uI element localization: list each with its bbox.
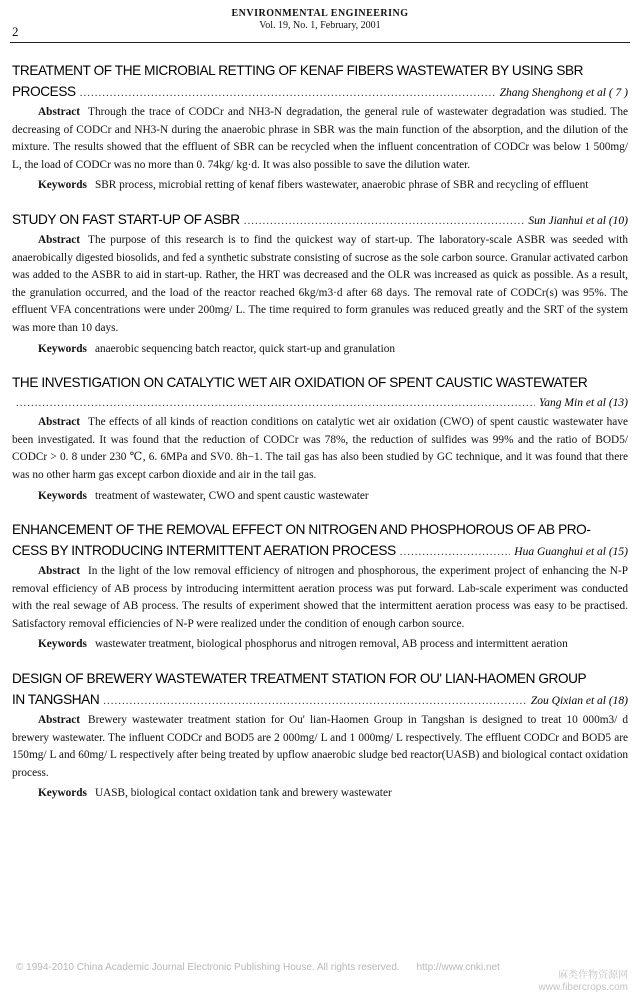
article-2 (12, 209, 628, 358)
article-author: Sun Jianhui et al (10) (528, 214, 628, 227)
abstract-label: Abstract (38, 106, 81, 118)
keywords-paragraph (12, 785, 628, 803)
abstract-paragraph (12, 712, 628, 782)
title-line: IN TANGSHAN (12, 692, 100, 708)
article-title (12, 519, 628, 563)
article-title (12, 209, 628, 232)
leader-dots (16, 393, 535, 414)
title-line: TREATMENT OF THE MICROBIAL RETTING OF KENAF FIBERS WASTEWATER BY USING SBR (12, 63, 584, 78)
page-number: 2 (12, 24, 19, 39)
journal-name: ENVIRONMENTAL ENGINEERING (231, 8, 409, 19)
article-3 (12, 372, 628, 505)
article-title (12, 372, 628, 414)
title-line: CESS BY INTRODUCING INTERMITTENT AERATION PROCESS (12, 543, 396, 559)
abstract-paragraph (12, 414, 628, 484)
title-line: DESIGN OF BREWERY WASTEWATER TREATMENT STATION FOR OU' LIAN-HAOMEN GROUP (12, 671, 587, 687)
article-author: Zhang Shenghong et al ( 7 ) (499, 87, 628, 99)
keywords-label: Keywords (38, 638, 87, 651)
abstract-text: The purpose of this research is to find the quickest way of start-up. The laboratory-scale ASBR was seeded with anaerobically digested biosolids, and fed a synthetic substrate consisting of sucrose as the sole carbon source. Granular activated carbon was added to the ASBR to aid in start-up. Rather, the HRT was decreased and the OLR was increased as quick as possible. As a result, the granulation occurred, and the load of the reactor reached 6kg/m3·d after 68 days. The removal rate of CODCr(s) was 95%. The effluent VFA concentrations were under 200mg/ L. The time required to form granules was reduced greatly and the SRT of the system was more than 10 days. (12, 233, 628, 334)
abstract-paragraph (12, 563, 628, 633)
keywords-label: Keywords (38, 179, 87, 192)
copyright-text: © 1994-2010 China Academic Journal Electronic Publishing House. All rights reserved. (16, 962, 400, 973)
watermark-url: www.fibercrops.com (538, 982, 628, 993)
abstract-list (12, 60, 628, 817)
abstract-label: Abstract (38, 714, 81, 727)
keywords-paragraph (12, 488, 628, 506)
title-line: PROCESS (12, 84, 76, 99)
article-title (12, 668, 628, 712)
keywords-paragraph (12, 177, 628, 195)
article-author: Zou Qixian et al (18) (530, 695, 628, 708)
cnki-link[interactable]: http://www.cnki.net (416, 962, 500, 973)
article-4 (12, 519, 628, 654)
watermark (539, 970, 628, 994)
keywords-text: SBR process, microbial retting of kenaf fibers wastewater, anaerobic phrase of SBR and recycling of effluent (94, 179, 589, 192)
keywords-text: treatment of wastewater, CWO and spent caustic wastewater (94, 489, 369, 502)
abstract-label: Abstract (38, 416, 81, 429)
keywords-text: UASB, biological contact oxidation tank and brewery wastewater (94, 787, 392, 800)
article-5 (12, 668, 628, 803)
title-line: ENHANCEMENT OF THE REMOVAL EFFECT ON NITROGEN AND PHOSPHOROUS OF AB PRO- (12, 522, 591, 538)
article-1 (12, 60, 628, 195)
running-header (0, 8, 640, 32)
keywords-text: wastewater treatment, biological phosphorus and nitrogen removal, AB process and intermittent aeration (94, 638, 568, 651)
keywords-label: Keywords (38, 342, 87, 355)
abstract-label: Abstract (38, 565, 81, 578)
keywords-text: anaerobic sequencing batch reactor, quick start-up and granulation (94, 342, 395, 355)
abstract-text: In the light of the low removal efficiency of nitrogen and phosphorous, the experiment project of enhancing the N-P removal efficiency of AB process by introducing intermittent aeration process was put forward. Lab-scale experiment was conducted with the real sewage of AB process. The results of experiment showed that the intermittent aeration process was easy to be practised. Satisfactory removal efficiencies of N-P were realized under the condition of enough carbon source. (12, 565, 628, 630)
leader-dots (103, 691, 527, 712)
leader-dots (400, 542, 511, 563)
abstract-paragraph (12, 104, 628, 174)
article-author: Yang Min et al (13) (538, 397, 628, 410)
title-line: STUDY ON FAST START-UP OF ASBR (12, 211, 240, 227)
leader-dots (244, 211, 525, 232)
abstract-text: Through the trace of CODCr and NH3-N degradation, the general rule of wastewater degradation was studied. The decreasing of CODCr and NH3-N during the anaerobic phrase in SBR was the main function of the absorption, and the dilution of the mixture. The results showed that the effluent of SBR can be recycled when the influent concentration of CODCr was below 1 500mg/ L, the load of CODCr was no more than 0. 74kg/ kg·d. It was also possible to save the dilution water. (12, 106, 628, 171)
keywords-paragraph (12, 636, 628, 654)
header-rule (10, 42, 630, 43)
keywords-paragraph (12, 341, 628, 359)
abstract-text: Brewery wastewater treatment station for Ou' lian-Haomen Group in Tangshan is designed to treat 10 000m3/ d brewery wastewater. The influent CODCr and BOD5 are 2 000mg/ L and 1 000mg/ L respectively. The effluent CODCr and BOD5 are 150mg/ L and 60mg/ L respectively after being treated by upflow anaerobic sludge bed reactor(UASB) and biological contact oxidation process. (12, 714, 628, 779)
title-line: THE INVESTIGATION ON CATALYTIC WET AIR OXIDATION OF SPENT CAUSTIC WASTEWATER (12, 375, 588, 391)
article-title (12, 60, 628, 104)
watermark-title: 麻类作物资源网 (558, 970, 628, 981)
abstract-text: The effects of all kinds of reaction conditions on catalytic wet air oxidation (CWO) of spent caustic wastewater have been investigated. It was found that the reduction of CODCr was 78%, the reduction of sulfides was 99% and the ratio of BOD5/ CODCr > 0. 8 under 230 ℃, 6. 6MPa and SV0. 8h−1. The tail gas has also been studied by GC technique, and it was found that there was no other harm gas except carbon dioxide and air in the tail gas. (12, 416, 628, 481)
keywords-label: Keywords (38, 787, 87, 800)
article-author: Hua Guanghui et al (15) (514, 546, 628, 559)
journal-volume: Vol. 19, No. 1, February, 2001 (259, 20, 381, 31)
copyright-footer (16, 962, 500, 973)
leader-dots (80, 83, 496, 104)
abstract-label: Abstract (38, 233, 81, 246)
abstract-paragraph (12, 232, 628, 338)
keywords-label: Keywords (38, 489, 87, 502)
